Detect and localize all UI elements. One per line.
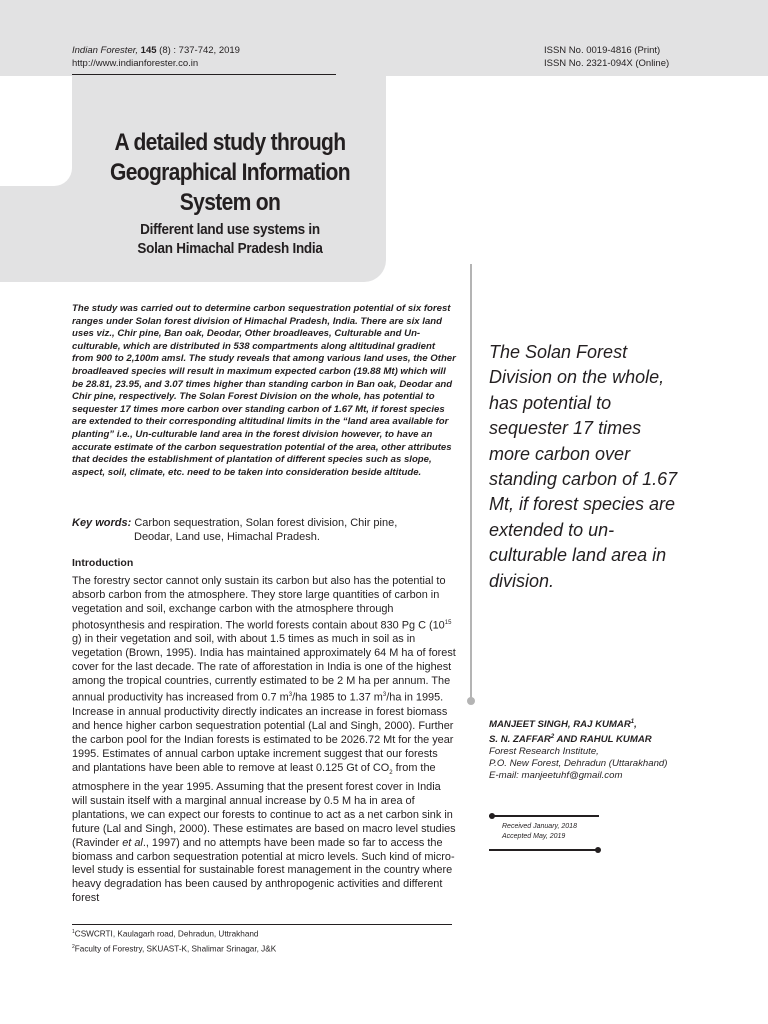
author-email[interactable]: E-mail: manjeetuhf@gmail.com [489,770,623,782]
keywords [72,516,456,544]
subtitle-line: Solan Himachal Pradesh India [137,240,323,257]
accepted-date: Accepted May, 2019 [502,833,566,840]
title-line: System on [179,189,281,216]
panel-notch [0,76,72,186]
author-affiliation-mark: 1 [630,719,635,725]
footnote-text: Faculty of Forestry, SKUAST-K, Shalimar Srinagar, J&K [74,944,277,954]
title-line: Geographical Information [110,159,350,186]
superscript: 15 [444,619,452,626]
text-run: et al [122,836,143,849]
author-name: S. N. ZAFFAR [489,734,551,746]
author-address: P.O. New Forest, Dehradun (Uttarakhand) [489,758,668,770]
journal-citation [72,44,240,70]
author-institute: Forest Research Institute, [489,746,599,758]
issn-online: ISSN No. 2321-094X (Online) [544,58,670,69]
superscript: 3 [382,692,387,699]
column-divider [470,264,472,702]
divider-dot [467,697,475,705]
author-names [489,731,729,746]
text-run: /ha 1985 to 1.37 m [292,691,383,704]
introduction-text [72,575,456,906]
journal-volume: 145 [140,45,157,56]
subscript: 2 [389,769,393,776]
header-rule [72,74,336,75]
text-run: ., 1997) and no attempts have been made so far to access the biomass and carbon sequestration potential at micro levels. Such kind of micro-level study is essential for sustainable forest management in the country where heavy degradation has been caused by anthropogenic activities and different forest [72,836,455,905]
author-name: MANJEET SINGH, RAJ KUMAR [489,719,631,731]
author-separator: , [634,719,637,731]
footnotes [72,926,276,955]
keywords-line: Carbon sequestration, Solan forest division, Chir pine, [134,517,398,529]
footnote-mark: 2 [72,943,75,950]
text-run: /ha in 1995. Increase in annual productivity directly indicates an increase in forest biomass and hence higher carbon sequestration potential (Lal and Singh, 2000). Further the carbon pool for the Indian forests is estimated to be 2026.72 Mt for the year 1995. Estimates of annual carbon uptake increment suggest that our forests and plantations have been able to remove at least 0.125 Gt of CO [72,691,454,774]
issn-block [544,44,669,70]
text-run: The forestry sector cannot only sustain its carbon but also has the potential to absorb carbon from the atmosphere. They store large quantities of carbon in vegetation and soil, exchange carbon with the atmosphere through photosynthesis and respiration. The world forests contain about 830 Pg C (10 [72,575,446,632]
journal-name: Indian Forester, [72,45,139,56]
footnote-rule [72,924,452,925]
superscript: 3 [288,692,293,699]
keywords-label: Key words: [72,517,132,529]
pull-quote: The Solan Forest Division on the whole, has potential to sequester 17 times more carbon over standing carbon of 1.67 Mt, if forest species are extended to un-culturable land area in division. [489,342,678,591]
manuscript-dates [502,822,577,842]
subtitle-line: Different land use systems in [140,221,320,238]
footnote-mark: 1 [72,929,75,935]
author-affiliation-mark: 2 [550,734,555,741]
keywords-line: Deodar, Land use, Himachal Pradesh. [134,531,320,543]
abstract: The study was carried out to determine carbon sequestration potential of six forest ranges under Solan forest division of Himachal Pradesh, India. There are six land uses viz., Chir pine, Ban oak, Deodar, Other broadleaves, Culturable and Un-culturable, which are distributed in 538 compartments along altitudinal gradient from 900 to 2,100m amsl. The study reveals that among various land uses, the Other broadleaved species will result in maximum expected carbon (19.88 Mt) which will be 28.81, 23.95, and 3.07 times higher than standing carbon in Ban oak, Deodar and Chir pine, respectively. The Solan Forest Division on the whole, has potential to sequester 17 times more carbon over standing carbon of 1.67 Mt, if forest species are extended to their corresponding altitudinal limits in the “land area available for planting” i.e., Un-culturable land area in the forest division however, to have an accurate estimate of the carbon sequestration potential of the area, other attributes that decides the establishment of plantation of different species such as slope, aspect, soil, climate, etc. need to be taken into consideration beside altitude. [72,303,456,478]
right-column-background [386,76,768,286]
introduction-heading: Introduction [72,557,134,569]
issn-print: ISSN No. 0019-4816 (Print) [544,45,661,56]
text-run: g) in their vegetation and soil, with about 1.5 times as much in soil as in vegetation (Brown, 1995). India has maintained approximately 64 M ha of forest cover for the last decade. The rate of afforestation in India is one of the highest among the tropical countries, currently estimated to be 2 M ha per annum. The annual productivity has increased from 0.7 m [72,633,456,704]
journal-url[interactable]: http://www.indianforester.co.in [72,58,199,69]
author-name: AND RAHUL KUMAR [554,734,652,746]
title-line: A detailed study through [114,129,346,156]
text-run: from the atmosphere in the year 1995. Assuming that the present forest cover in India will sustain itself with a marginal annual increase by 0.5 M ha in area of plantations, we can expect our forests to continue to act as a net carbon sink in future (Lal and Singh, 2000). These estimates are based on macro level studies (Ravinder [72,761,456,849]
journal-issue: (8) : 737-742, 2019 [156,45,240,56]
author-block [489,716,729,782]
footnote [72,926,276,941]
footnote [72,941,276,956]
received-date: Received January, 2018 [502,823,577,830]
paper-title [101,128,359,218]
author-names [489,716,729,731]
paper-subtitle [95,220,365,258]
footnote-text: CSWCRTI, Kaulagarh road, Dehradun, Uttrakhand [74,929,259,939]
